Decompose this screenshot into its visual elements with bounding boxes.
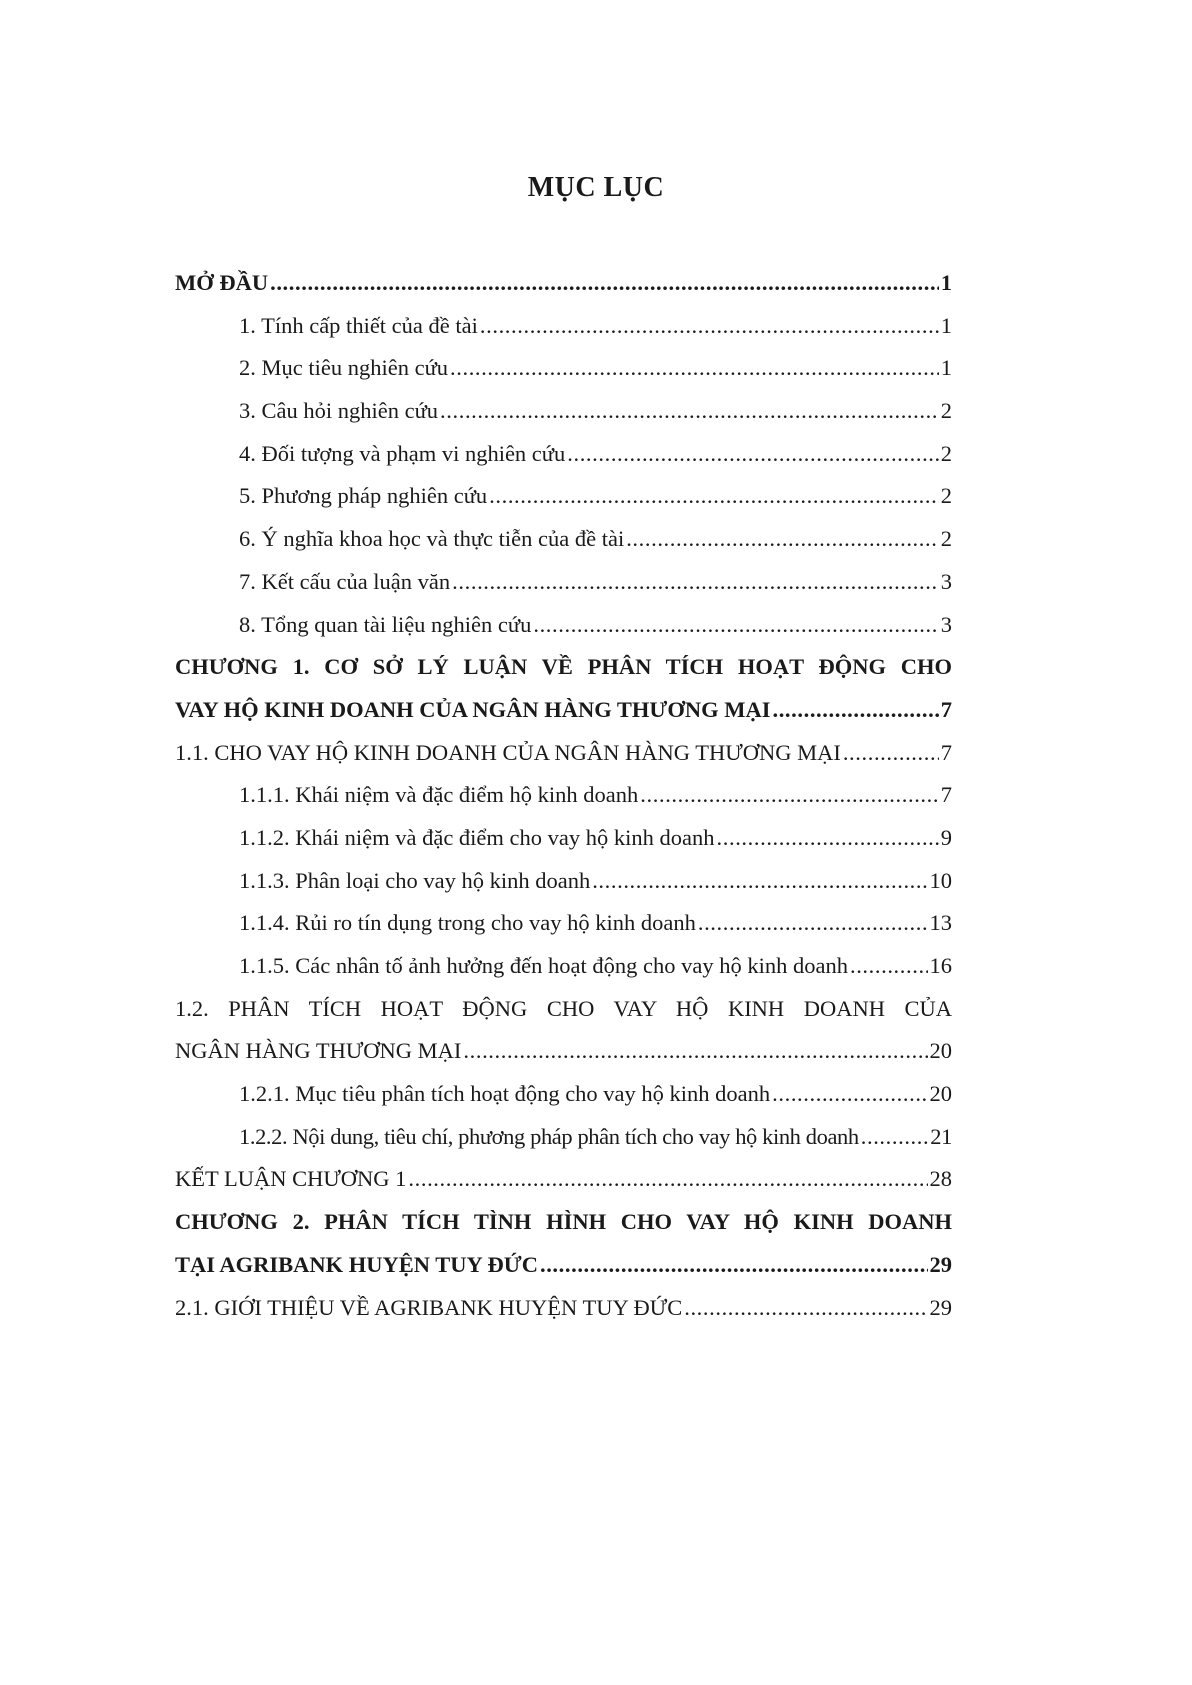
dot-leader: [270, 262, 939, 305]
toc-entry-title: MỞ ĐẦU: [175, 270, 269, 295]
toc-entry-title: VAY HỘ KINH DOANH CỦA NGÂN HÀNG THƯƠNG MẠI: [175, 696, 771, 722]
toc-entry[interactable]: [175, 305, 952, 348]
toc-entry-page: 21: [930, 1123, 952, 1149]
dot-leader: [440, 390, 939, 433]
toc-entry-page: 20: [929, 1038, 952, 1064]
toc-entry[interactable]: [175, 860, 952, 903]
toc-entry-title: NGÂN HÀNG THƯƠNG MẠI: [175, 1038, 462, 1064]
toc-entry[interactable]: [175, 774, 952, 817]
page-title: MỤC LỤC: [527, 172, 665, 203]
dot-leader: [450, 347, 939, 390]
dot-leader: [640, 774, 938, 817]
toc-entry-title: 1. Tính cấp thiết của đề tài: [239, 312, 478, 338]
toc-entry-title: 1.2.1. Mục tiêu phân tích hoạt động cho vay hộ kinh doanh: [239, 1081, 771, 1107]
toc-entry-title: 1.1.2. Khái niệm và đặc điểm cho vay hộ kinh doanh: [239, 824, 715, 850]
toc-entry-title: KẾT LUẬN CHƯƠNG 1: [175, 1166, 407, 1192]
toc-entry[interactable]: [175, 1287, 952, 1330]
dot-leader: [463, 1030, 927, 1073]
toc-entry-title: 3. Câu hỏi nghiên cứu: [239, 398, 439, 424]
toc-entry-page: 2: [940, 483, 952, 509]
dot-leader: [772, 1073, 927, 1116]
toc-entry[interactable]: [175, 433, 952, 476]
toc-entry-page: 2: [940, 398, 952, 424]
toc-entry-page: 10: [929, 867, 952, 893]
toc-entry-title: 2.1. GIỚI THIỆU VỀ AGRIBANK HUYỆN TUY ĐỨC: [175, 1294, 683, 1320]
toc-entry-title-line1[interactable]: CHƯƠNG 1. CƠ SỞ LÝ LUẬN VỀ PHÂN TÍCH HOẠT ĐỘNG CHO: [175, 654, 952, 680]
dot-leader: [533, 604, 938, 647]
toc-entry-title: 6. Ý nghĩa khoa học và thực tiễn của đề tài: [239, 526, 625, 552]
toc-entry-page: 7: [940, 696, 952, 722]
toc-entry-page: 3: [940, 568, 952, 594]
dot-leader: [684, 1287, 927, 1330]
toc-entry[interactable]: [175, 347, 952, 390]
toc-entry-title-line1[interactable]: CHƯƠNG 2. PHÂN TÍCH TÌNH HÌNH CHO VAY HỘ KINH DOANH: [175, 1209, 952, 1235]
toc-entry-page: 13: [929, 910, 952, 936]
toc-entry-page: 29: [929, 1251, 952, 1277]
toc-entry[interactable]: [175, 604, 952, 647]
toc-entry-page: 7: [940, 782, 952, 808]
toc-entry[interactable]: [175, 475, 952, 518]
toc-entry-page: 3: [940, 611, 952, 637]
toc-entry-page: 1: [940, 312, 952, 338]
dot-leader: [480, 305, 939, 348]
toc-entry[interactable]: [175, 1158, 952, 1201]
toc-entry-page: 16: [929, 953, 952, 978]
dot-leader: [850, 945, 928, 988]
toc-entry[interactable]: [175, 1116, 952, 1159]
toc-entry[interactable]: [175, 817, 952, 860]
toc-entry[interactable]: [175, 689, 952, 732]
dot-leader: [772, 689, 938, 732]
toc-entry[interactable]: [175, 390, 952, 433]
toc-entry-title: 7. Kết cấu của luận văn: [239, 568, 451, 594]
toc-entry-page: 7: [940, 739, 952, 765]
toc-entry[interactable]: [175, 902, 952, 945]
toc-entry-page: 20: [929, 1081, 952, 1107]
dot-leader: [567, 433, 939, 476]
toc-entry-page: 2: [940, 526, 952, 552]
toc-entry[interactable]: [175, 262, 952, 305]
toc-entry-title-line1[interactable]: 1.2. PHÂN TÍCH HOẠT ĐỘNG CHO VAY HỘ KINH DOANH CỦA: [175, 995, 952, 1021]
toc-entry-title: 1.1. CHO VAY HỘ KINH DOANH CỦA NGÂN HÀNG THƯƠNG MẠI: [175, 739, 841, 765]
toc-entry[interactable]: [175, 945, 952, 988]
toc-entry-title: 4. Đối tượng và phạm vi nghiên cứu: [239, 440, 566, 466]
toc-entry-title: 8. Tổng quan tài liệu nghiên cứu: [239, 611, 532, 637]
toc-entry-title: 1.1.4. Rủi ro tín dụng trong cho vay hộ kinh doanh: [239, 910, 696, 936]
toc-entry-page: 9: [940, 824, 952, 850]
dot-leader: [626, 518, 939, 561]
dot-leader: [861, 1116, 929, 1159]
toc-entry-title: 2. Mục tiêu nghiên cứu: [239, 355, 449, 381]
toc-entry-title: 1.1.5. Các nhân tố ảnh hưởng đến hoạt động cho vay hộ kinh doanh: [239, 953, 848, 978]
toc-entry[interactable]: [175, 561, 952, 604]
dot-leader: [452, 561, 939, 604]
table-of-contents: [175, 262, 952, 1329]
toc-entry-page: 28: [929, 1166, 952, 1192]
dot-leader: [540, 1244, 928, 1287]
dot-leader: [489, 475, 939, 518]
toc-entry-page: 2: [940, 440, 952, 466]
toc-entry-page: 29: [929, 1294, 952, 1320]
toc-entry[interactable]: [175, 732, 952, 775]
dot-leader: [843, 732, 939, 775]
dot-leader: [698, 902, 928, 945]
toc-entry[interactable]: [175, 1073, 952, 1116]
toc-entry[interactable]: [175, 518, 952, 561]
toc-entry-title: 1.2.2. Nội dung, tiêu chí, phương pháp phân tích cho vay hộ kinh doanh: [239, 1123, 859, 1149]
toc-entry-title: 5. Phương pháp nghiên cứu: [239, 483, 488, 509]
toc-entry-page: 1: [940, 355, 952, 381]
dot-leader: [717, 817, 939, 860]
dot-leader: [408, 1158, 927, 1201]
toc-entry[interactable]: [175, 1030, 952, 1073]
toc-entry[interactable]: [175, 1244, 952, 1287]
toc-entry-title: 1.1.3. Phân loại cho vay hộ kinh doanh: [239, 867, 591, 893]
toc-entry-title: TẠI AGRIBANK HUYỆN TUY ĐỨC: [175, 1251, 538, 1277]
dot-leader: [592, 860, 927, 903]
toc-entry-title: 1.1.1. Khái niệm và đặc điểm hộ kinh doanh: [239, 782, 639, 808]
toc-entry-page: 1: [940, 270, 952, 295]
